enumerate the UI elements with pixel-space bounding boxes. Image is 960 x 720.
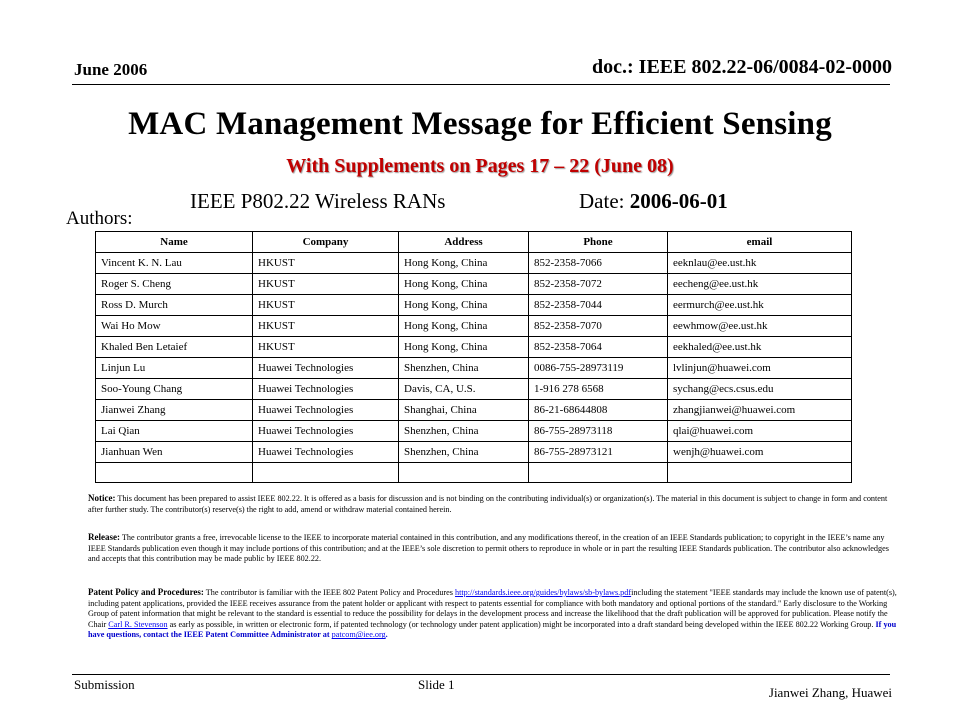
table-row — [96, 337, 852, 358]
cell-address: Davis, CA, U.S. — [399, 379, 529, 400]
authors-table-body — [96, 253, 852, 483]
cell-email: sychang@ecs.csus.edu — [668, 379, 852, 400]
cell-email: wenjh@huawei.com — [668, 442, 852, 463]
cell-name: Khaled Ben Letaief — [96, 337, 253, 358]
cell-name: Roger S. Cheng — [96, 274, 253, 295]
table-row — [96, 442, 852, 463]
cell-company — [253, 463, 399, 483]
cell-name: Wai Ho Mow — [96, 316, 253, 337]
cell-email: zhangjianwei@huawei.com — [668, 400, 852, 421]
release-text: The contributor grants a free, irrevocable license to the IEEE to incorporate material contained in this contribution, and any modifications thereof, in the creation of an IEEE Standards publication; to copyright in the IEEE’s name any IEEE Standards publication even though it may include portions of this contribution; and at the IEEE’s sole discretion to permit others to reproduce in whole or in part the resulting IEEE Standards publication. The contributor also acknowledges and accepts that this contribution may be made public by IEEE 802.22. — [88, 533, 889, 564]
cell-phone: 852-2358-7064 — [529, 337, 668, 358]
patcom-email-link[interactable]: patcom@iee.org — [331, 630, 386, 640]
cell-email: eekhaled@ee.ust.hk — [668, 337, 852, 358]
cell-address: Shanghai, China — [399, 400, 529, 421]
cell-address: Hong Kong, China — [399, 337, 529, 358]
cell-phone — [529, 463, 668, 483]
table-row — [96, 316, 852, 337]
cell-name: Vincent K. N. Lau — [96, 253, 253, 274]
authors-table — [95, 231, 852, 483]
cell-company: HKUST — [253, 337, 399, 358]
cell-email — [668, 463, 852, 483]
cell-phone: 852-2358-7044 — [529, 295, 668, 316]
table-row — [96, 358, 852, 379]
cell-company: Huawei Technologies — [253, 421, 399, 442]
cell-name: Lai Qian — [96, 421, 253, 442]
table-row — [96, 379, 852, 400]
header-doc-id: doc.: IEEE 802.22-06/0084-02-0000 — [592, 56, 892, 78]
cell-company: HKUST — [253, 253, 399, 274]
cell-address: Hong Kong, China — [399, 295, 529, 316]
bylaws-link[interactable]: http://standards.ieee.org/guides/bylaws/sb-bylaws.pdf — [455, 588, 632, 597]
column-header-email: email — [668, 232, 852, 253]
notice-text: This document has been prepared to assist IEEE 802.22. It is offered as a basis for discussion and is not binding on the contributing individual(s) or organization(s). The material in this document is subject to change in form and content after further study. The contributor(s) reserve(s) the right to add, amend or withdraw material contained herein. — [88, 494, 888, 514]
table-header-row — [96, 232, 852, 253]
patent-paragraph — [88, 587, 900, 641]
cell-name: Jianhuan Wen — [96, 442, 253, 463]
footer-divider — [72, 674, 890, 675]
cell-company: HKUST — [253, 316, 399, 337]
table-row — [96, 253, 852, 274]
header-divider — [72, 84, 890, 85]
release-paragraph — [88, 532, 900, 565]
authors-label: Authors: — [66, 208, 133, 229]
cell-phone: 852-2358-7066 — [529, 253, 668, 274]
column-header-name: Name — [96, 232, 253, 253]
cell-company: HKUST — [253, 295, 399, 316]
column-header-phone: Phone — [529, 232, 668, 253]
table-row — [96, 463, 852, 483]
cell-phone: 0086-755-28973119 — [529, 358, 668, 379]
cell-email: lvlinjun@huawei.com — [668, 358, 852, 379]
footer-slide-number: Slide 1 — [418, 677, 455, 692]
patent-end: . — [385, 630, 388, 640]
cell-name: Ross D. Murch — [96, 295, 253, 316]
document-date — [579, 189, 728, 214]
patent-text-1: The contributor is familiar with the IEEE 802 Patent Policy and Procedures — [203, 588, 456, 597]
date-label: Date: — [579, 189, 630, 213]
cell-company: Huawei Technologies — [253, 358, 399, 379]
notice-label: Notice: — [88, 493, 116, 503]
cell-email: qlai@huawei.com — [668, 421, 852, 442]
cell-name: Jianwei Zhang — [96, 400, 253, 421]
cell-email: eeknlau@ee.ust.hk — [668, 253, 852, 274]
cell-phone: 86-755-28973121 — [529, 442, 668, 463]
cell-address — [399, 463, 529, 483]
cell-phone: 852-2358-7072 — [529, 274, 668, 295]
cell-address: Hong Kong, China — [399, 274, 529, 295]
patent-text-3: as early as possible, in written or electronic form, if patented technology (or technology under patent application) might be incorporated into a draft standard being developed within the IEEE 802.22 Working Group. — [167, 619, 876, 629]
table-row — [96, 421, 852, 442]
patent-text-2: including the statement "IEEE standards may include the known use of patent(s), including patent applications, provided the IEEE receives assurance from the patent holder or applicant with respect to patents essential for compliance with both mandatory and optional portions of the standard." Early disclosure to the Working Group of patent information that might be relevant to the standard is essential to reduce the possibility for delays in the development process and increase the likelihood that the draft publication will be approved for publication. Please notify the Chair — [88, 588, 897, 629]
cell-address: Shenzhen, China — [399, 421, 529, 442]
cell-company: Huawei Technologies — [253, 379, 399, 400]
cell-company: Huawei Technologies — [253, 442, 399, 463]
cell-address: Hong Kong, China — [399, 253, 529, 274]
chair-link[interactable]: Carl R. Stevenson — [108, 619, 168, 629]
cell-address: Shenzhen, China — [399, 358, 529, 379]
footer-submission: Submission — [74, 677, 135, 692]
patent-label: Patent Policy and Procedures: — [88, 587, 204, 597]
table-row — [96, 274, 852, 295]
cell-company: Huawei Technologies — [253, 400, 399, 421]
slide-subtitle: With Supplements on Pages 17 – 22 (June 08) — [286, 155, 674, 177]
cell-company: HKUST — [253, 274, 399, 295]
date-value: 2006-06-01 — [629, 189, 728, 213]
cell-address: Shenzhen, China — [399, 442, 529, 463]
slide-title: MAC Management Message for Efficient Sensing — [128, 106, 832, 142]
column-header-company: Company — [253, 232, 399, 253]
cell-phone: 1-916 278 6568 — [529, 379, 668, 400]
release-label: Release: — [88, 532, 120, 542]
cell-phone: 86-755-28973118 — [529, 421, 668, 442]
cell-phone: 852-2358-7070 — [529, 316, 668, 337]
cell-email: eecheng@ee.ust.hk — [668, 274, 852, 295]
patent-contact-text: If you have questions, contact the IEEE Patent Committee Administrator at — [88, 619, 897, 640]
working-group: IEEE P802.22 Wireless RANs — [190, 189, 446, 213]
column-header-address: Address — [399, 232, 529, 253]
cell-email: eermurch@ee.ust.hk — [668, 295, 852, 316]
cell-name: Linjun Lu — [96, 358, 253, 379]
cell-name: Soo-Young Chang — [96, 379, 253, 400]
notice-paragraph — [88, 493, 900, 515]
header-date: June 2006 — [74, 60, 148, 79]
cell-address: Hong Kong, China — [399, 316, 529, 337]
cell-email: eewhmow@ee.ust.hk — [668, 316, 852, 337]
cell-name — [96, 463, 253, 483]
footer-author: Jianwei Zhang, Huawei — [768, 685, 892, 700]
cell-phone: 86-21-68644808 — [529, 400, 668, 421]
table-row — [96, 400, 852, 421]
table-row — [96, 295, 852, 316]
